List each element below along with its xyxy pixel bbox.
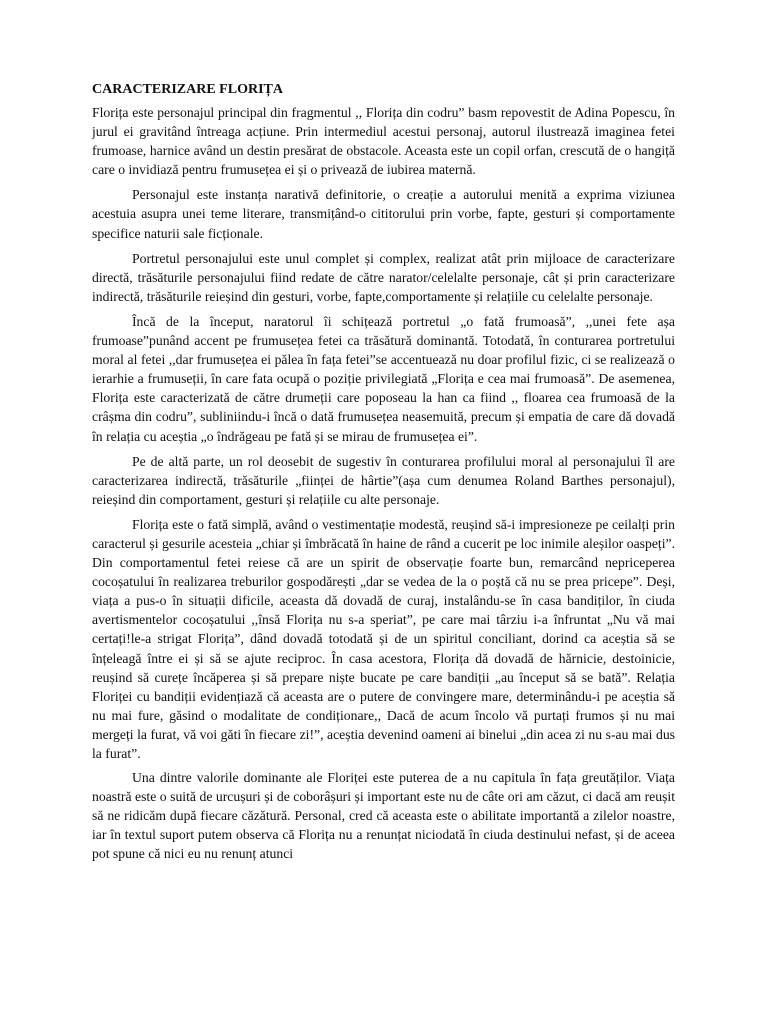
document-page: [92, 80, 675, 1024]
paragraph-intro: Florița este personajul principal din fragmentul ,, Florița din codru” basm repovestit de Adina Popescu, în jurul ei gravitând întreaga acțiune. Prin intermediul acestui personaj, autorul ilustrează imaginea fetei frumoase, harnice având un destin presărat de obstacole. Aceasta este un copil orfan, crescută de o hangiță care o invidiază pentru frumusețea ei și o privează de iubirea maternă.: [92, 105, 675, 178]
paragraph-direct-characterization: Încă de la început, naratorul îi schițează portretul „o fată frumoasă”, ,,unei fete așa frumoase”punând accent pe frumusețea fetei ca trăsătură dominantă. Totodată, în conturarea portretului moral al fetei ,,dar frumusețea ei pălea în fața fetei”se accentuează nu doar profilul fizic, ci se realizează o ierarhie a frumuseții, în care fata ocupă o poziție privilegiată „Florița e cea mai frumoasă”. De asemenea, Florița este caracterizată de către drumeții care poposeau la han ca fiind ,, floarea cea frumoasă de la crâșma din codru”, subliniindu-i încă o dată frumusețea neasemuită, precum și empatia de care dă dovadă în relația cu aceștia „o îndrăgeau pe fată și se mirau de frumusețea ei”.: [92, 313, 675, 444]
paragraph-values: Una dintre valorile dominante ale Floriței este puterea de a nu capitula în fața greutăților. Viața noastră este o suită de urcușuri și de coborâșuri și important este nu de câte ori am căzut, ci dacă am reușit să ne ridicăm după fiecare căzătură. Personal, cred că aceasta este o abilitate importantă a zilelor noastre, iar în textul suport putem observa că Florița nu a renunțat niciodată în ciuda destinului nefast, și de aceea pot spune că nici eu nu renunț atunci: [92, 770, 675, 862]
paragraph-indirect-characterization: Pe de altă parte, un rol deosebit de sugestiv în conturarea profilului moral al personajului îl are caracterizarea indirectă, trăsăturile „ființei de hârtie”(așa cum denumea Roland Barthes personajul), reieșind din comportament, gesturi și relațiile cu alte personaje.: [92, 453, 675, 507]
paragraph-narrative-instance: Personajul este instanța narativă definitorie, o creație a autorului menită a exprima viziunea acestuia asupra unei teme literare, transmițând-o cititorului prin vorbe, fapte, gesturi și comportamente specifice naturii sale ficționale.: [92, 187, 675, 241]
document-title: CARACTERIZARE FLORIȚA: [92, 82, 283, 97]
paragraph-behavior: Florița este o fată simplă, având o vestimentație modestă, reușind să-i impresioneze pe ceilalți prin caracterul și gesurile acesteia „chiar și îmbrăcată în haine de rând a cucerit pe loc inimile aleșilor oaspeți”. Din comportamentul fetei reiese că are un spirit de observație foarte bun, remarcând nepriceperea cocoșatului în realizarea treburilor gospodărești „dar se vedea de la o poștă că nu se prea pricepe”. Deși, viața a pus-o în situații dificile, aceasta dă dovadă de curaj, instalându-se în casa bandiților, în ciuda avertismentelor cocoșatului ,,însă Florița nu s-a speriat”, pe care mai târziu i-a înfruntat „Nu vă mai certați!le-a strigat Florița”, dând dovadă totodată și de un spiritul conciliant, dorind ca aceștia să se înțeleagă între ei și să se ajute reciproc. În casa acestora, Florița dă dovadă de hărnicie, destoinicie, reușind să curețe încăperea și să prepare niște bucate pe care bandiții „au început să se bată”. Relația Floriței cu bandiții evidențiază că aceasta are o putere de convingere mare, determinându-i pe aceștia să nu mai fure, găsind o modalitate de condiționare,, Dacă de acum încolo vă purtați frumos și nu mai mergeți la furat, vă voi găti în fiecare zi!”, aceștia devenind oameni ai binelui „din acea zi nu s-au mai dus la furat”.: [92, 516, 675, 761]
paragraph-portrait: Portretul personajului este unul complet și complex, realizat atât prin mijloace de caracterizare directă, trăsăturile personajului fiind redate de către narator/celelalte personaje, cât și prin caracterizare indirectă, trăsăturile reieșind din gesturi, vorbe, fapte,comportamente și relațiile cu celelalte personaje.: [92, 250, 675, 304]
